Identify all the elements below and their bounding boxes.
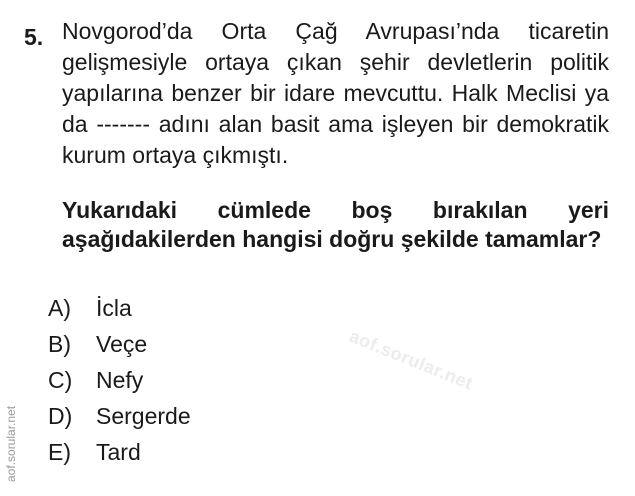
option-letter: E) [48,438,71,465]
question-number: 5. [24,24,44,50]
option-b[interactable] [48,326,191,362]
option-text: İcla [96,294,132,321]
option-text: Sergerde [96,402,191,429]
question-prompt: Yukarıdaki cümlede boş bırakılan yeri aşağıdakilerden hangisi doğru şekilde tamamlar? [62,197,609,252]
option-e[interactable] [48,434,191,470]
option-d[interactable] [48,398,191,434]
watermark-diagonal: aof.sorular.net [346,325,476,394]
option-a[interactable] [48,290,191,326]
option-text: Nefy [96,366,144,393]
watermark-side: aof.sorular.net [4,405,18,482]
option-text: Tard [96,438,141,465]
option-letter: B) [48,330,71,357]
option-text: Veçe [96,330,148,357]
option-letter: C) [48,366,73,393]
option-letter: D) [48,402,73,429]
question-stem: Novgorod’da Orta Çağ Avrupası’nda ticaretin gelişmesiyle ortaya çıkan şehir devletlerin politik yapılarına benzer bir idare mevcuttu. Halk Meclisi ya da ------- adını alan basit ama işleyen bir demokratik kurum ortaya çıkmıştı. [62,18,609,168]
option-letter: A) [48,294,71,321]
answer-options [48,290,191,470]
option-c[interactable] [48,362,191,398]
